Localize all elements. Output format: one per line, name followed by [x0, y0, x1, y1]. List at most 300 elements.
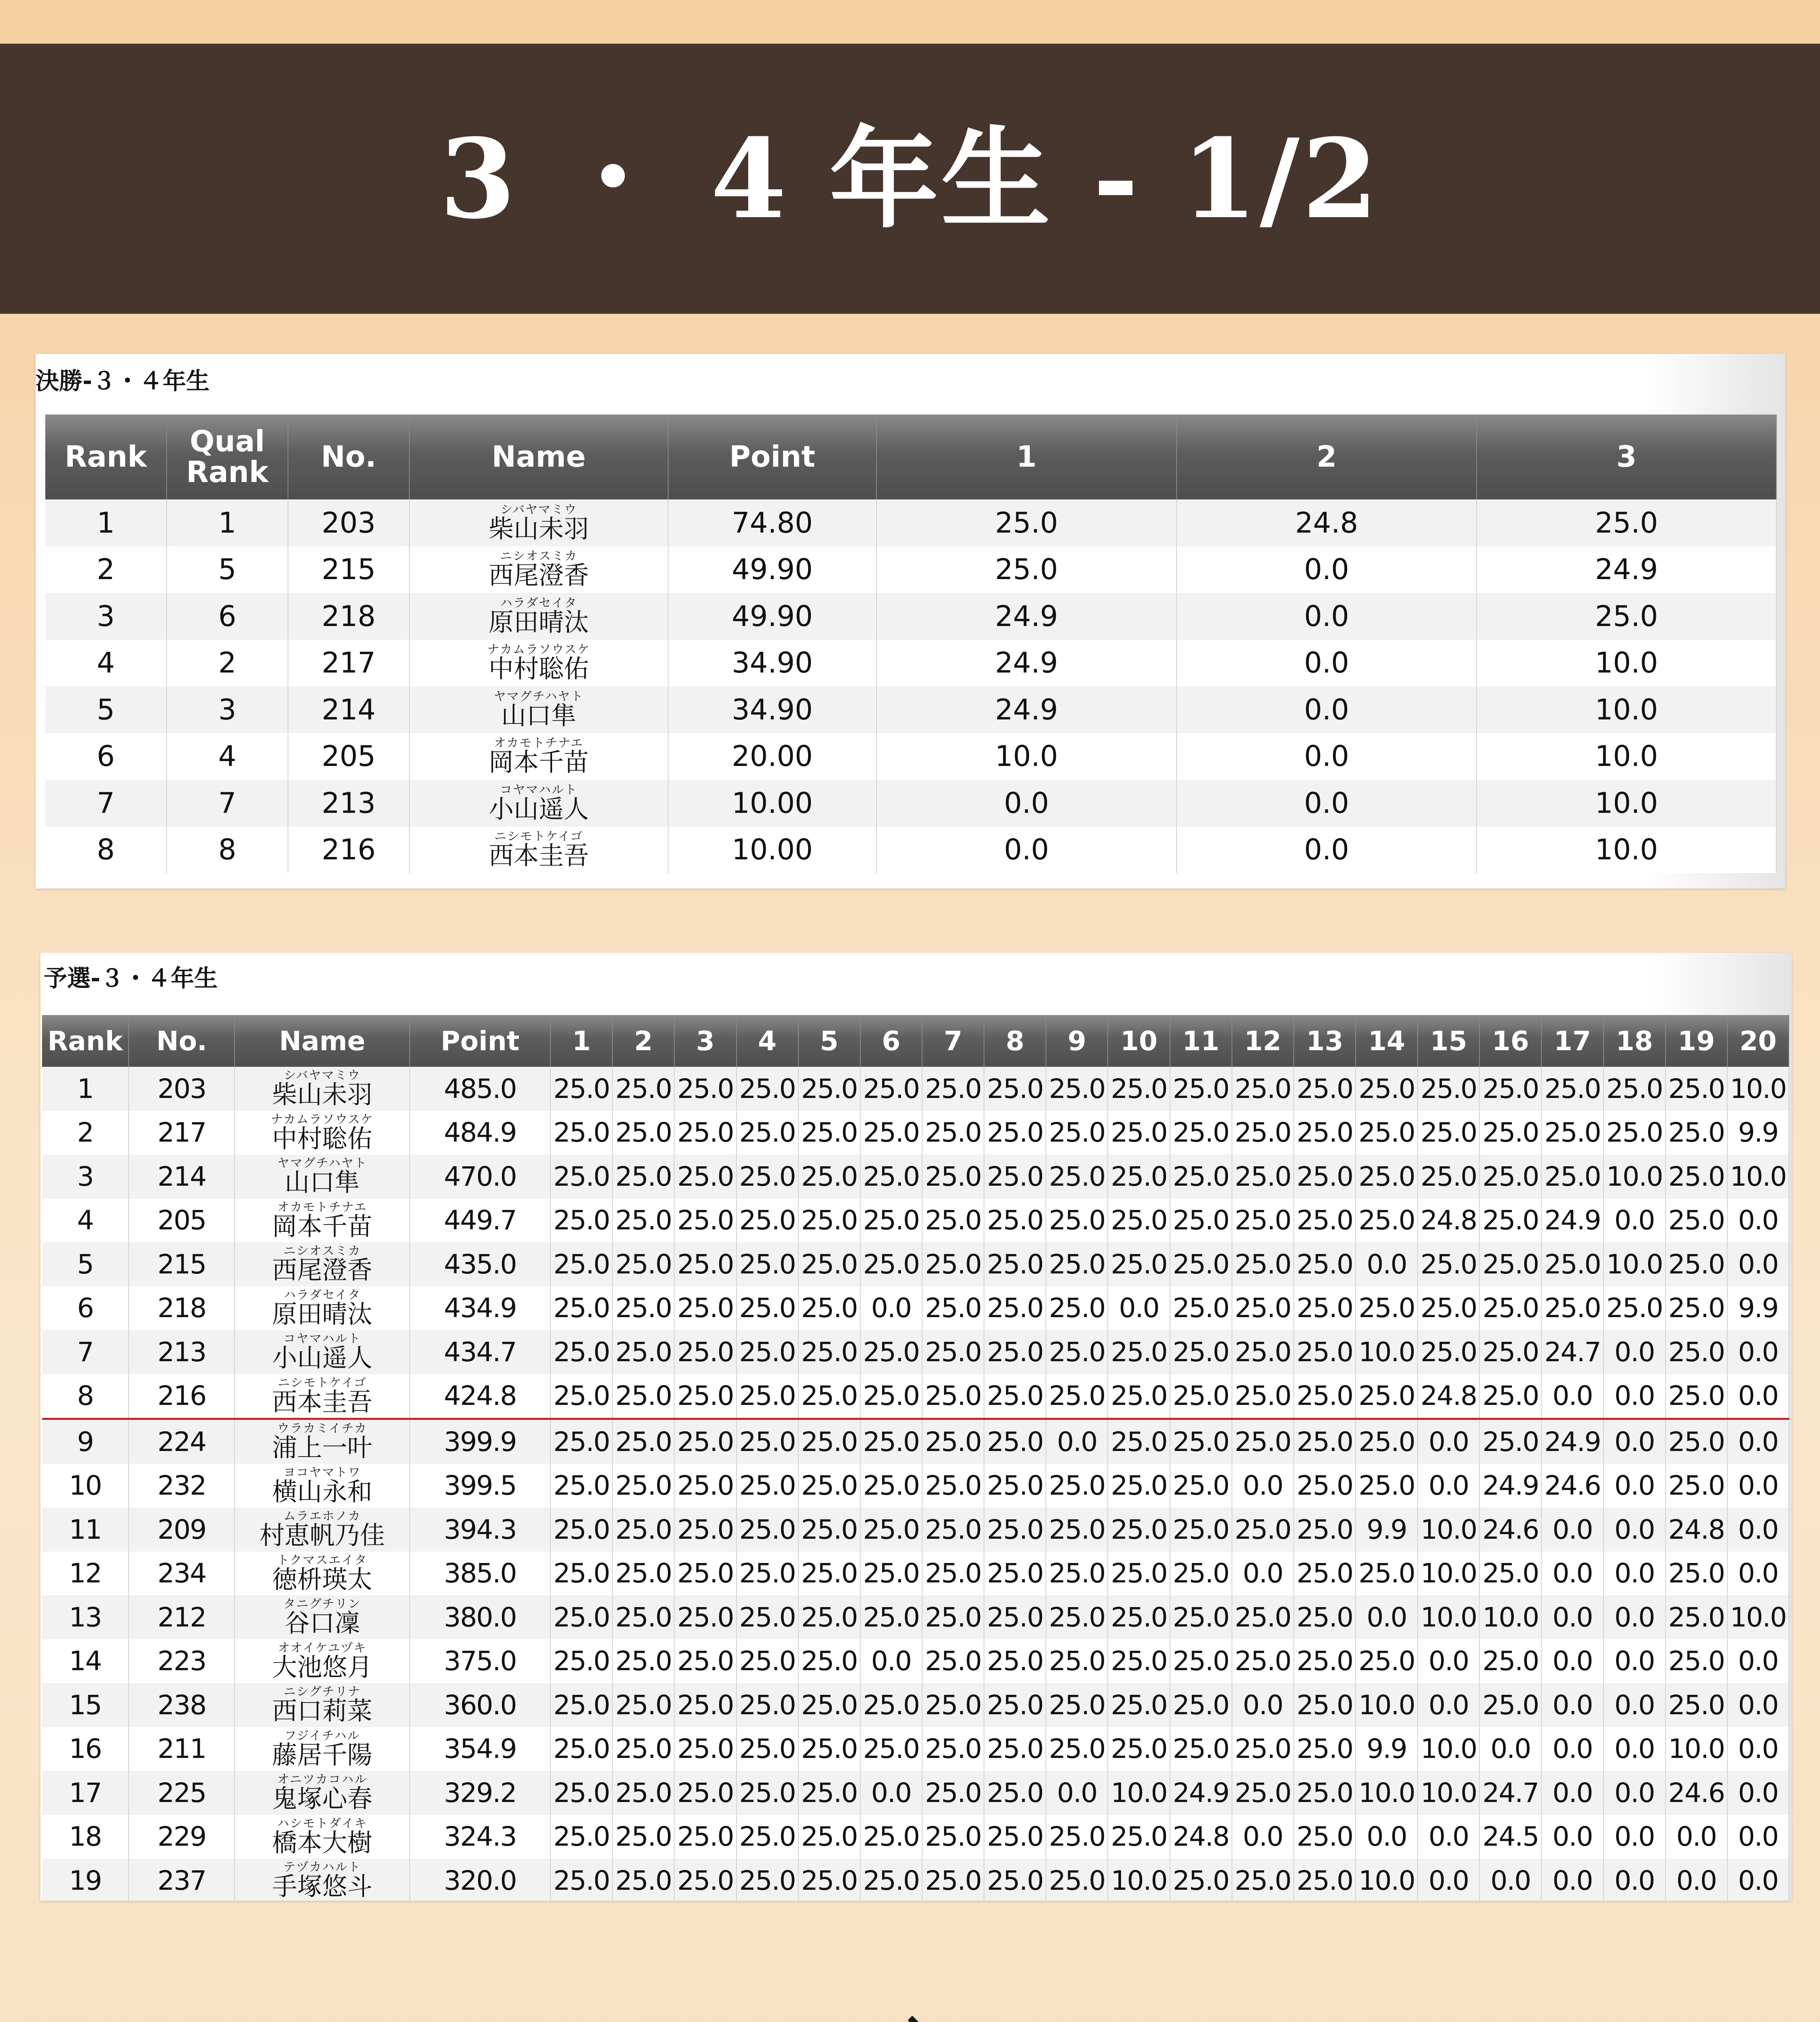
qualifier-score-cell: 25.0	[1108, 1330, 1170, 1374]
qualifier-score-cell: 10.0	[1356, 1330, 1418, 1374]
qualifier-cell: 12	[42, 1552, 129, 1596]
qualifier-score-cell: 0.0	[1418, 1464, 1479, 1508]
qualifier-col-header: 17	[1541, 1015, 1603, 1067]
qualifier-score-cell: 25.0	[550, 1330, 612, 1374]
qualifier-score-cell: 25.0	[674, 1552, 736, 1596]
qualifier-score-cell: 25.0	[798, 1815, 860, 1859]
qualifier-score-cell: 25.0	[1046, 1067, 1108, 1111]
qualifier-score-cell: 0.0	[1604, 1419, 1666, 1464]
qualifier-point-cell: 424.8	[410, 1374, 550, 1419]
qualifier-score-cell: 25.0	[1666, 1242, 1727, 1286]
final-score-cell: 0.0	[1177, 827, 1477, 874]
athlete-name-cell	[235, 1330, 409, 1374]
qualifier-row	[42, 1374, 1789, 1419]
final-score-cell: 24.8	[1177, 499, 1477, 546]
qualifier-score-cell: 25.0	[860, 1155, 922, 1199]
athlete-name-kana: ニシオスミカ	[500, 549, 578, 564]
qualifier-score-cell: 25.0	[1604, 1286, 1666, 1330]
qualifier-score-cell: 25.0	[1666, 1286, 1727, 1330]
final-score-cell: 10.0	[1477, 827, 1776, 874]
qualifier-score-cell: 10.0	[1418, 1552, 1479, 1596]
qualifier-row	[42, 1242, 1789, 1286]
qualifier-score-cell: 25.0	[1046, 1683, 1108, 1727]
qualifier-score-cell: 25.0	[1108, 1639, 1170, 1684]
qualifier-score-cell: 25.0	[1232, 1286, 1294, 1330]
qualifier-score-cell: 0.0	[1604, 1374, 1666, 1419]
qualifier-score-cell: 25.0	[798, 1508, 860, 1552]
qualifier-score-cell: 25.0	[612, 1286, 674, 1330]
qualifier-score-cell: 25.0	[1046, 1508, 1108, 1552]
athlete-name-kana: コヤマハルト	[500, 783, 578, 797]
qualifier-score-cell: 25.0	[1294, 1727, 1356, 1771]
qualifier-score-cell: 25.0	[736, 1815, 798, 1859]
qualifier-score-cell: 25.0	[1418, 1286, 1479, 1330]
athlete-name-kana: テヅカハルト	[283, 1860, 361, 1875]
qualifier-score-cell: 0.0	[1727, 1199, 1789, 1243]
qualifier-score-cell: 25.0	[984, 1419, 1046, 1464]
qualifier-score-cell: 24.5	[1479, 1815, 1541, 1859]
qualifier-score-cell: 9.9	[1356, 1508, 1418, 1552]
athlete-name-cell	[235, 1683, 409, 1727]
athlete-name-kana: ニシオスミカ	[283, 1244, 361, 1258]
qualifier-score-cell: 25.0	[860, 1374, 922, 1419]
qualifier-cell: 13	[42, 1595, 129, 1639]
qualifier-cell: 232	[129, 1464, 235, 1508]
athlete-name-kana: ムラエホノカ	[283, 1509, 361, 1524]
qualifier-score-cell: 25.0	[1294, 1242, 1356, 1286]
qualifier-cell: 7	[42, 1330, 129, 1374]
qualifier-cell: 223	[129, 1639, 235, 1684]
qualifier-row	[42, 1639, 1789, 1684]
qualifier-score-cell: 25.0	[1666, 1199, 1727, 1243]
qualifier-score-cell: 25.0	[1170, 1639, 1232, 1684]
qualifier-score-cell: 25.0	[1170, 1595, 1232, 1639]
qualifier-score-cell: 24.7	[1541, 1330, 1603, 1374]
qualifier-point-cell: 434.9	[410, 1286, 550, 1330]
athlete-name-kana: ハシモトダイキ	[277, 1816, 368, 1831]
qualifier-score-cell: 10.0	[1418, 1595, 1479, 1639]
athlete-name-cell	[409, 827, 668, 874]
qualifier-cell: 11	[42, 1508, 129, 1552]
final-score-cell: 0.0	[876, 780, 1177, 827]
qualifier-score-cell: 25.0	[922, 1683, 984, 1727]
final-cell: 217	[288, 640, 409, 687]
athlete-name: 山口隼	[284, 1168, 360, 1197]
qualifier-cell: 217	[129, 1111, 235, 1155]
qualifier-score-cell: 0.0	[1727, 1330, 1789, 1374]
final-cell: 1	[167, 499, 288, 546]
qualifier-score-cell: 0.0	[1727, 1859, 1789, 1901]
qualifier-score-cell: 25.0	[1294, 1771, 1356, 1815]
qualifier-col-header: Name	[235, 1015, 409, 1067]
qualifier-score-cell: 0.0	[1604, 1815, 1666, 1859]
qualifier-score-cell: 25.0	[1232, 1374, 1294, 1419]
athlete-name-cell	[235, 1464, 409, 1508]
qualifier-score-cell: 25.0	[1294, 1464, 1356, 1508]
qualifier-score-cell: 25.0	[550, 1639, 612, 1684]
qualifier-score-cell: 25.0	[1108, 1815, 1170, 1859]
qualifier-score-cell: 10.0	[1356, 1683, 1418, 1727]
qualifier-score-cell: 25.0	[1541, 1155, 1603, 1199]
qualifier-cell: 6	[42, 1286, 129, 1330]
qualifier-score-cell: 25.0	[1294, 1595, 1356, 1639]
qualifier-score-cell: 25.0	[1232, 1859, 1294, 1901]
qualifier-col-header: 3	[674, 1015, 736, 1067]
qualifier-score-cell: 25.0	[674, 1595, 736, 1639]
athlete-name: 村恵帆乃佳	[259, 1521, 385, 1550]
athlete-name: 中村聡佑	[488, 654, 589, 684]
qualifier-point-cell: 470.0	[410, 1155, 550, 1199]
qualifier-score-cell: 25.0	[550, 1815, 612, 1859]
qualifier-score-cell: 25.0	[1666, 1683, 1727, 1727]
athlete-name: 小山遥人	[272, 1343, 372, 1373]
qualifier-col-header: 10	[1108, 1015, 1170, 1067]
qualifier-cell: 218	[129, 1286, 235, 1330]
qualifier-row	[42, 1595, 1789, 1639]
final-score-cell: 10.0	[1477, 640, 1776, 687]
qualifier-score-cell: 25.0	[612, 1815, 674, 1859]
qualifier-score-cell: 25.0	[922, 1815, 984, 1859]
qualifier-score-cell: 25.0	[798, 1067, 860, 1111]
qualifier-score-cell: 0.0	[1418, 1683, 1479, 1727]
qualifier-score-cell: 25.0	[1108, 1155, 1170, 1199]
qualifier-score-cell: 25.0	[1541, 1242, 1603, 1286]
athlete-name: 手塚悠斗	[272, 1872, 372, 1901]
final-col-header: 2	[1177, 415, 1477, 499]
qualifier-results-panel	[40, 953, 1792, 1901]
qualifier-score-cell: 25.0	[1170, 1199, 1232, 1243]
qualifier-score-cell: 25.0	[1046, 1199, 1108, 1243]
qualifier-score-cell: 10.0	[1479, 1595, 1541, 1639]
qualifier-score-cell: 25.0	[1294, 1639, 1356, 1684]
final-cell: 1	[45, 499, 167, 546]
qualifier-score-cell: 0.0	[1541, 1771, 1603, 1815]
qualifier-score-cell: 25.0	[1170, 1330, 1232, 1374]
qualifier-score-cell: 25.0	[860, 1067, 922, 1111]
qualifier-col-header: 5	[798, 1015, 860, 1067]
qualifier-cell: 14	[42, 1639, 129, 1684]
qualifier-point-cell: 485.0	[410, 1067, 550, 1111]
qualifier-row	[42, 1683, 1789, 1727]
qualifier-cell: 4	[42, 1199, 129, 1243]
qualifier-score-cell: 25.0	[984, 1067, 1046, 1111]
qualifier-point-cell: 375.0	[410, 1639, 550, 1684]
qualifier-cell: 209	[129, 1508, 235, 1552]
qualifier-score-cell: 25.0	[798, 1859, 860, 1901]
final-row	[45, 499, 1776, 546]
final-cell: 5	[167, 546, 288, 593]
qualifier-score-cell: 25.0	[1356, 1286, 1418, 1330]
qualifier-score-cell: 25.0	[674, 1419, 736, 1464]
qualifier-score-cell: 24.8	[1418, 1199, 1479, 1243]
qualifier-score-cell: 25.0	[984, 1242, 1046, 1286]
qualifier-score-cell: 25.0	[798, 1595, 860, 1639]
athlete-name: 岡本千苗	[488, 747, 589, 777]
athlete-name-kana: ヨコヤマトワ	[283, 1465, 361, 1480]
qualifier-header-row	[42, 1015, 1789, 1067]
qualifier-col-header: 16	[1479, 1015, 1541, 1067]
qualifier-row	[42, 1419, 1789, 1464]
qualifier-point-cell: 320.0	[410, 1859, 550, 1901]
qualifier-score-cell: 25.0	[550, 1552, 612, 1596]
qualifier-score-cell: 25.0	[1232, 1771, 1294, 1815]
qualifier-score-cell: 10.0	[1418, 1727, 1479, 1771]
qualifier-score-cell: 0.0	[1479, 1727, 1541, 1771]
qualifier-score-cell: 25.0	[798, 1155, 860, 1199]
qualifier-score-cell: 24.9	[1170, 1771, 1232, 1815]
athlete-name: 鬼塚心春	[272, 1784, 372, 1814]
qualifier-score-cell: 10.0	[1727, 1595, 1789, 1639]
final-point-cell: 74.80	[668, 499, 876, 546]
qualifier-score-cell: 25.0	[1108, 1727, 1170, 1771]
qualifier-score-cell: 25.0	[1294, 1815, 1356, 1859]
qualifier-score-cell: 25.0	[1046, 1859, 1108, 1901]
qualifier-score-cell: 0.0	[1604, 1464, 1666, 1508]
qualifier-score-cell: 0.0	[1604, 1727, 1666, 1771]
qualifier-score-cell: 25.0	[1046, 1815, 1108, 1859]
qualifier-score-cell: 0.0	[1604, 1683, 1666, 1727]
final-col-header: No.	[288, 415, 409, 499]
linked-chain-icon	[849, 2010, 971, 2022]
qualifier-score-cell: 25.0	[798, 1552, 860, 1596]
qualifier-col-header: 4	[736, 1015, 798, 1067]
qualifier-col-header: 20	[1727, 1015, 1789, 1067]
athlete-name-cell	[409, 686, 668, 733]
qualifier-col-header: 8	[984, 1015, 1046, 1067]
final-row	[45, 640, 1776, 687]
final-score-cell: 0.0	[1177, 686, 1477, 733]
final-cell: 7	[167, 780, 288, 827]
qualifier-cell: 234	[129, 1552, 235, 1596]
qualifier-score-cell: 25.0	[736, 1419, 798, 1464]
qualifier-score-cell: 24.8	[1418, 1374, 1479, 1419]
final-col-header: 3	[1477, 415, 1776, 499]
final-point-cell: 34.90	[668, 686, 876, 733]
final-cell: 215	[288, 546, 409, 593]
qualifier-score-cell: 25.0	[798, 1639, 860, 1684]
qualifier-score-cell: 25.0	[1170, 1242, 1232, 1286]
final-col-header: 1	[876, 415, 1177, 499]
qualifier-score-cell: 25.0	[860, 1330, 922, 1374]
qualifier-score-cell: 25.0	[798, 1683, 860, 1727]
qualifier-point-cell: 324.3	[410, 1815, 550, 1859]
final-cell: 2	[45, 546, 167, 593]
qualifier-point-cell: 329.2	[410, 1771, 550, 1815]
final-score-cell: 10.0	[1477, 686, 1776, 733]
final-results-panel	[36, 354, 1785, 888]
qualifier-score-cell: 24.6	[1479, 1508, 1541, 1552]
qualifier-score-cell: 25.0	[922, 1111, 984, 1155]
athlete-name: 山口隼	[501, 700, 576, 730]
athlete-name: 西本圭吾	[488, 841, 589, 871]
athlete-name: 原田晴汰	[488, 607, 589, 637]
qualifier-score-cell: 25.0	[1604, 1111, 1666, 1155]
qualifier-score-cell: 25.0	[984, 1464, 1046, 1508]
qualifier-row	[42, 1552, 1789, 1596]
qualifier-score-cell: 25.0	[1356, 1199, 1418, 1243]
qualifier-cell: 237	[129, 1859, 235, 1901]
qualifier-score-cell: 0.0	[1418, 1859, 1479, 1901]
athlete-name-kana: ハラダセイタ	[284, 1288, 361, 1302]
qualifier-point-cell: 385.0	[410, 1552, 550, 1596]
qualifier-score-cell: 24.8	[1666, 1508, 1727, 1552]
qualifier-score-cell: 25.0	[984, 1552, 1046, 1596]
qualifier-score-cell: 25.0	[1294, 1199, 1356, 1243]
qualifier-score-cell: 25.0	[984, 1815, 1046, 1859]
qualifier-score-cell: 0.0	[860, 1771, 922, 1815]
qualifier-score-cell: 25.0	[984, 1155, 1046, 1199]
qualifier-col-header: 9	[1046, 1015, 1108, 1067]
final-score-cell: 24.9	[876, 686, 1177, 733]
qualifier-score-cell: 0.0	[1541, 1639, 1603, 1684]
qualifier-score-cell: 25.0	[736, 1374, 798, 1419]
qualifier-score-cell: 25.0	[550, 1727, 612, 1771]
qualifier-score-cell: 9.9	[1356, 1727, 1418, 1771]
qualifier-cell: 224	[129, 1419, 235, 1464]
qualifier-score-cell: 25.0	[1046, 1286, 1108, 1330]
qualifier-score-cell: 25.0	[922, 1155, 984, 1199]
qualifier-score-cell: 24.9	[1541, 1199, 1603, 1243]
athlete-name-cell	[409, 499, 668, 546]
qualifier-score-cell: 25.0	[1170, 1374, 1232, 1419]
final-cell: 6	[45, 733, 167, 780]
athlete-name-kana: オカモトチナエ	[277, 1200, 367, 1214]
qualifier-score-cell: 25.0	[1356, 1067, 1418, 1111]
qualifier-score-cell: 25.0	[984, 1683, 1046, 1727]
qualifier-score-cell: 25.0	[798, 1727, 860, 1771]
final-cell: 214	[288, 686, 409, 733]
qualifier-row	[42, 1330, 1789, 1374]
qualifier-score-cell: 25.0	[1108, 1595, 1170, 1639]
qualifier-score-cell: 25.0	[1232, 1067, 1294, 1111]
qualifier-score-cell: 25.0	[1541, 1286, 1603, 1330]
qualifier-score-cell: 0.0	[860, 1639, 922, 1684]
qualifier-score-cell: 0.0	[1108, 1286, 1170, 1330]
final-header-row	[45, 415, 1776, 499]
qualifier-cell: 15	[42, 1683, 129, 1727]
qualifier-point-cell: 484.9	[410, 1111, 550, 1155]
qualifier-score-cell: 25.0	[550, 1242, 612, 1286]
athlete-name-cell	[235, 1595, 409, 1639]
qualifier-score-cell: 25.0	[860, 1859, 922, 1901]
qualifier-score-cell: 25.0	[736, 1552, 798, 1596]
qualifier-cell: 212	[129, 1595, 235, 1639]
qualifier-score-cell: 0.0	[1604, 1330, 1666, 1374]
qualifier-row	[42, 1155, 1789, 1199]
qualifier-score-cell: 25.0	[860, 1419, 922, 1464]
qualifier-score-cell: 0.0	[1666, 1815, 1727, 1859]
qualifier-score-cell: 25.0	[736, 1639, 798, 1684]
qualifier-score-cell: 25.0	[922, 1199, 984, 1243]
final-score-cell: 25.0	[876, 546, 1177, 593]
qualifier-score-cell: 25.0	[1108, 1683, 1170, 1727]
qualifier-score-cell: 25.0	[1294, 1155, 1356, 1199]
athlete-name: 浦上一叶	[272, 1433, 372, 1463]
qualifier-row	[42, 1199, 1789, 1243]
qualifier-score-cell: 0.0	[1604, 1595, 1666, 1639]
qualifier-cell: 5	[42, 1242, 129, 1286]
qualifier-score-cell: 0.0	[1727, 1242, 1789, 1286]
page-header	[0, 44, 1820, 314]
qualifier-score-cell: 25.0	[550, 1374, 612, 1419]
qualifier-score-cell: 25.0	[612, 1508, 674, 1552]
qualifier-score-cell: 25.0	[612, 1374, 674, 1419]
athlete-name-kana: オオイケユヅキ	[277, 1641, 367, 1655]
qualifier-score-cell: 25.0	[860, 1727, 922, 1771]
athlete-name-cell	[409, 593, 668, 640]
qualifier-score-cell: 25.0	[984, 1595, 1046, 1639]
qualifier-score-cell: 25.0	[798, 1374, 860, 1419]
qualifier-score-cell: 25.0	[922, 1242, 984, 1286]
qualifier-score-cell: 25.0	[922, 1727, 984, 1771]
qualifier-score-cell: 25.0	[860, 1552, 922, 1596]
athlete-name: 藤居千陽	[272, 1740, 372, 1770]
qualifier-score-cell: 25.0	[798, 1464, 860, 1508]
qualifier-col-header: 19	[1666, 1015, 1727, 1067]
qualifier-score-cell: 25.0	[984, 1727, 1046, 1771]
athlete-name-cell	[235, 1639, 409, 1684]
athlete-name-cell	[235, 1815, 409, 1859]
qualifier-score-cell: 25.0	[1666, 1639, 1727, 1684]
final-cell: 216	[288, 827, 409, 874]
qualifier-score-cell: 25.0	[1479, 1330, 1541, 1374]
athlete-name-kana: シバヤマミウ	[284, 1068, 361, 1083]
qualifier-score-cell: 25.0	[1108, 1242, 1170, 1286]
qualifier-score-cell: 25.0	[1170, 1859, 1232, 1901]
qualifier-score-cell: 0.0	[1727, 1374, 1789, 1419]
qualifier-score-cell: 25.0	[1604, 1067, 1666, 1111]
qualifier-score-cell: 25.0	[550, 1155, 612, 1199]
qualifier-score-cell: 25.0	[1232, 1111, 1294, 1155]
qualifier-score-cell: 0.0	[1418, 1639, 1479, 1684]
qualifier-score-cell: 25.0	[860, 1815, 922, 1859]
qualifier-cell: 1	[42, 1067, 129, 1111]
qualifier-score-cell: 10.0	[1418, 1508, 1479, 1552]
final-row	[45, 780, 1776, 827]
qualifier-score-cell: 25.0	[1046, 1242, 1108, 1286]
final-cell: 4	[167, 733, 288, 780]
qualifier-score-cell: 25.0	[1108, 1374, 1170, 1419]
qualifier-score-cell: 25.0	[798, 1419, 860, 1464]
qualifier-col-header: 1	[550, 1015, 612, 1067]
qualifier-score-cell: 25.0	[984, 1508, 1046, 1552]
qualifier-score-cell: 0.0	[1046, 1419, 1108, 1464]
qualifier-score-cell: 25.0	[612, 1683, 674, 1727]
qualifier-score-cell: 25.0	[1294, 1374, 1356, 1419]
qualifier-score-cell: 24.7	[1479, 1771, 1541, 1815]
qualifier-score-cell: 25.0	[1232, 1419, 1294, 1464]
qualifier-point-cell: 435.0	[410, 1242, 550, 1286]
final-score-cell: 0.0	[876, 827, 1177, 874]
qualifier-score-cell: 25.0	[674, 1815, 736, 1859]
qualifier-score-cell: 25.0	[1666, 1464, 1727, 1508]
qualifier-score-cell: 0.0	[1418, 1419, 1479, 1464]
qualifier-score-cell: 25.0	[1356, 1111, 1418, 1155]
athlete-name-kana: ハラダセイタ	[500, 596, 578, 610]
final-col-header: Qual Rank	[167, 415, 288, 499]
final-col-header: Rank	[45, 415, 167, 499]
qualifier-row	[42, 1508, 1789, 1552]
qualifier-score-cell: 25.0	[674, 1508, 736, 1552]
qualifier-score-cell: 25.0	[860, 1508, 922, 1552]
qualifier-score-cell: 25.0	[922, 1286, 984, 1330]
qualifier-score-cell: 25.0	[1356, 1374, 1418, 1419]
final-point-cell: 49.90	[668, 593, 876, 640]
final-cell: 2	[167, 640, 288, 687]
qualifier-score-cell: 25.0	[612, 1859, 674, 1901]
final-score-cell: 24.9	[876, 640, 1177, 687]
qualifier-score-cell: 25.0	[674, 1155, 736, 1199]
